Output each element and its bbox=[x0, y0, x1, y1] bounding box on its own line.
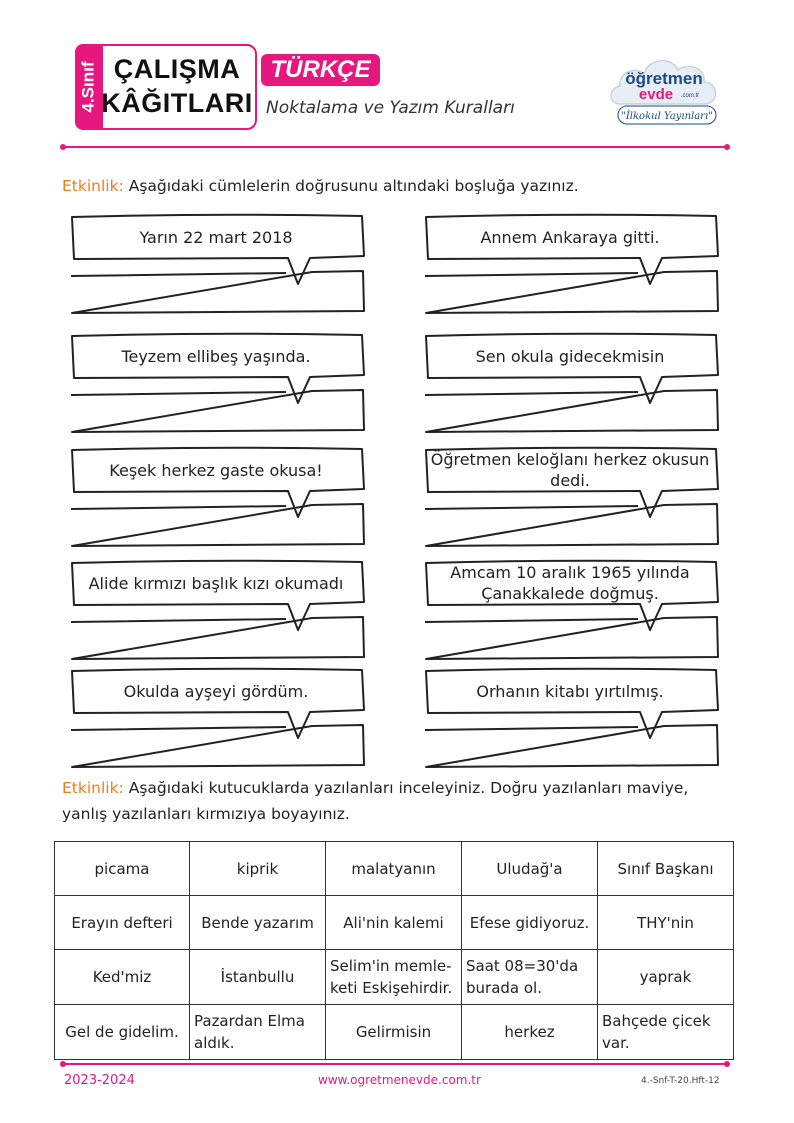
answer-box[interactable] bbox=[68, 270, 374, 320]
topic-title: Noktalama ve Yazım Kuralları bbox=[266, 98, 515, 118]
activity1-label: Etkinlik: bbox=[62, 177, 124, 195]
answer-box[interactable] bbox=[68, 616, 374, 666]
answer-box[interactable] bbox=[68, 389, 374, 439]
answer-box[interactable] bbox=[422, 724, 728, 774]
word-cell[interactable]: Pazardan Elma aldık. bbox=[190, 1005, 326, 1060]
word-cell[interactable]: Bende yazarım bbox=[190, 896, 326, 950]
word-cell[interactable]: THY'nin bbox=[598, 896, 734, 950]
answer-box[interactable] bbox=[68, 503, 374, 553]
left-sentence: Yarın 22 mart 2018 bbox=[139, 227, 293, 247]
divider-dot bbox=[724, 1061, 730, 1067]
word-cell[interactable]: Ali'nin kalemi bbox=[326, 896, 462, 950]
logo-text-bottom: evde bbox=[638, 86, 674, 103]
word-cell[interactable]: yaprak bbox=[598, 950, 734, 1005]
right-sentence: Öğretmen keloğlanı herkez okusun dedi. bbox=[430, 450, 710, 490]
left-sentence: Alide kırmızı başlık kızı okumadı bbox=[88, 573, 344, 593]
answer-box[interactable] bbox=[68, 724, 374, 774]
answer-box[interactable] bbox=[422, 389, 728, 439]
word-cell[interactable]: Gelirmisin bbox=[326, 1005, 462, 1060]
word-cell[interactable]: İstanbullu bbox=[190, 950, 326, 1005]
answer-box[interactable] bbox=[422, 616, 728, 666]
left-sentence: Okulda ayşeyi gördüm. bbox=[123, 681, 309, 701]
header-divider bbox=[62, 146, 728, 148]
activity2-text: Aşağıdaki kutucuklarda yazılanları inceleyiniz. Doğru yazılanları maviye, yanlış yazılanları kırmızıya boyayınız. bbox=[62, 779, 689, 823]
grid-row bbox=[55, 1005, 734, 1060]
word-cell[interactable]: malatyanın bbox=[326, 842, 462, 896]
word-cell[interactable]: Uludağ'a bbox=[462, 842, 598, 896]
answer-box[interactable] bbox=[422, 503, 728, 553]
word-cell[interactable]: Saat 08=30'da burada ol. bbox=[462, 950, 598, 1005]
grade-label: 4.Sınıf bbox=[78, 61, 98, 113]
logo-domain: .com.tr bbox=[680, 93, 700, 99]
grade-label-wrap bbox=[75, 44, 101, 130]
activity1-instruction bbox=[62, 173, 579, 199]
right-sentence: Orhanın kitabı yırtılmış. bbox=[476, 681, 664, 701]
divider-dot bbox=[60, 1061, 66, 1067]
activity1-text: Aşağıdaki cümlelerin doğrusunu altındaki boşluğa yazınız. bbox=[123, 177, 579, 195]
word-cell[interactable]: picama bbox=[55, 842, 190, 896]
word-cell[interactable]: Bahçede çicek var. bbox=[598, 1005, 734, 1060]
word-cell[interactable]: Efese gidiyoruz. bbox=[462, 896, 598, 950]
cloud-logo-icon bbox=[606, 44, 726, 132]
logo-text-top: öğretmen bbox=[625, 69, 703, 88]
activity2-instruction bbox=[62, 775, 730, 827]
subject-badge: TÜRKÇE bbox=[261, 54, 380, 86]
activity2-label: Etkinlik: bbox=[62, 779, 124, 797]
left-sentence: Teyzem ellibeş yaşında. bbox=[121, 346, 311, 366]
grid-row bbox=[55, 896, 734, 950]
word-cell[interactable]: Erayın defteri bbox=[55, 896, 190, 950]
word-cell[interactable]: herkez bbox=[462, 1005, 598, 1060]
grid-row bbox=[55, 950, 734, 1005]
right-sentence: Annem Ankaraya gitti. bbox=[480, 227, 660, 247]
word-cell[interactable]: Gel de gidelim. bbox=[55, 1005, 190, 1060]
answer-box[interactable] bbox=[422, 270, 728, 320]
word-grid bbox=[54, 841, 734, 1060]
publisher-logo bbox=[606, 44, 726, 132]
footer-year: 2023-2024 bbox=[64, 1073, 135, 1088]
word-cell[interactable]: Sınıf Başkanı bbox=[598, 842, 734, 896]
grid-row bbox=[55, 842, 734, 896]
right-sentence: Sen okula gidecekmisin bbox=[475, 346, 665, 366]
left-sentence: Keşek herkez gaste okusa! bbox=[109, 460, 323, 480]
title-line-1: ÇALIŞMA bbox=[113, 54, 241, 84]
divider-dot bbox=[724, 144, 730, 150]
divider-dot bbox=[60, 144, 66, 150]
footer-code: 4.-Snf-T-20.Hft-12 bbox=[641, 1076, 720, 1086]
logo-tagline: "İlkokul Yayınları" bbox=[621, 111, 713, 122]
title-line-2: KÂĞITLARI bbox=[101, 88, 253, 118]
word-cell[interactable]: Selim'in memle-keti Eskişehirdir. bbox=[326, 950, 462, 1005]
footer-divider bbox=[62, 1063, 728, 1065]
footer-url[interactable]: www.ogretmenevde.com.tr bbox=[318, 1073, 481, 1087]
right-sentence: Amcam 10 aralık 1965 yılında Çanakkalede doğmuş. bbox=[450, 563, 690, 603]
word-cell[interactable]: kiprik bbox=[190, 842, 326, 896]
word-cell[interactable]: Ked'miz bbox=[55, 950, 190, 1005]
